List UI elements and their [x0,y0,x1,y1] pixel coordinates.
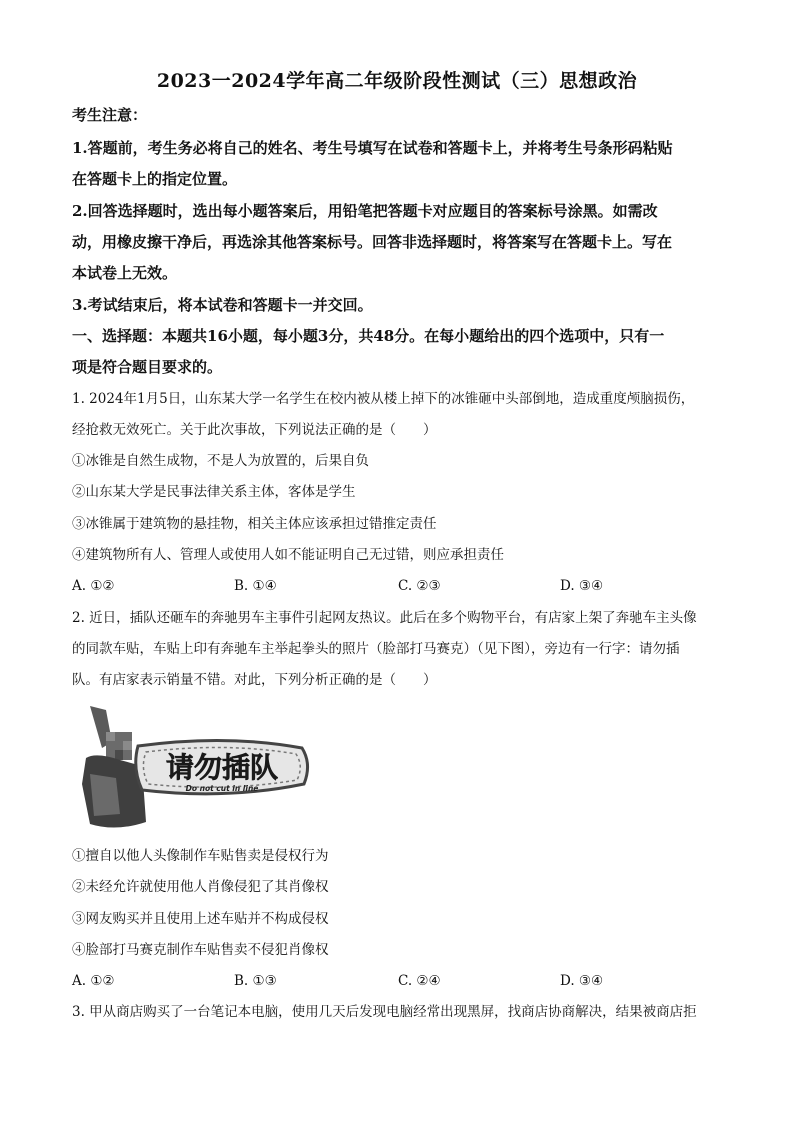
question-1-option-d[interactable]: D. ③④ [560,578,604,594]
section-heading-line-1: 一、选择题：本题共16小题，每小题3分，共48分。在每小题给出的四个选项中，只有一 [72,327,665,345]
question-1-statement-2: ②山东某大学是民事法律关系主体，客体是学生 [72,484,356,500]
question-1-statement-1: ①冰锥是自然生成物，不是人为放置的，后果自负 [72,453,369,469]
question-1-option-a[interactable]: A. ①② [72,578,115,594]
question-2-option-d[interactable]: D. ③④ [560,973,604,989]
notice-item-2-line-2: 动，用橡皮擦干净后，再选涂其他答案标号。回答非选择题时，将答案写在答题卡上。写在 [72,233,673,251]
car-sticker-image [76,704,316,834]
question-1-statement-4: ④建筑物所有人、管理人或使用人如不能证明自己无过错，则应承担责任 [72,547,504,563]
notice-item-1-line-2: 在答题卡上的指定位置。 [72,170,238,188]
question-2-stem-line-1: 2. 近日，插队还砸车的奔驰男车主事件引起网友热议。此后在多个购物平台，有店家上架了奔驰车主头像 [72,610,697,626]
question-2-option-a[interactable]: A. ①② [72,973,115,989]
question-2-statement-4: ④脸部打马赛克制作车贴售卖不侵犯肖像权 [72,942,329,958]
question-2-statement-3: ③网友购买并且使用上述车贴并不构成侵权 [72,911,329,927]
sticker-main-text: 请勿插队 [165,751,279,784]
question-1-stem-line-2: 经抢救无效死亡。关于此次事故，下列说法正确的是（ ） [72,422,437,438]
question-2-stem-line-2: 的同款车贴，车贴上印有奔驰车主举起拳头的照片（脸部打马赛克）（见下图），旁边有一行字：请勿插 [72,641,680,657]
notice-item-2-line-1: 2.回答选择题时，选出每小题答案后，用铅笔把答题卡对应题目的答案标号涂黑。如需改 [72,202,658,220]
question-3-stem-line-1: 3. 甲从商店购买了一台笔记本电脑，使用几天后发现电脑经常出现黑屏，找商店协商解决，结果被商店拒 [72,1004,697,1020]
notice-item-3: 3.考试结束后，将本试卷和答题卡一并交回。 [72,296,373,314]
question-2-option-c[interactable]: C. ②④ [398,973,441,989]
question-2-stem-line-3: 队。有店家表示销量不错。对此，下列分析正确的是（ ） [72,672,437,688]
question-2-statement-2: ②未经允许就使用他人肖像侵犯了其肖像权 [72,879,329,895]
question-2-statement-1: ①擅自以他人头像制作车贴售卖是侵权行为 [72,848,329,864]
question-1-option-b[interactable]: B. ①④ [234,578,277,594]
question-1-option-c[interactable]: C. ②③ [398,578,441,594]
car-sticker-figure [76,704,316,834]
question-1-statement-3: ③冰锥属于建筑物的悬挂物，相关主体应该承担过错推定责任 [72,516,437,532]
notice-heading: 考生注意： [72,106,148,124]
page-title: 2023一2024学年高二年级阶段性测试（三）思想政治 [156,70,638,92]
question-1-stem-line-1: 1. 2024年1月5日，山东某大学一名学生在校内被从楼上掉下的冰锥砸中头部倒地，造成重度颅脑损伤， [72,391,695,407]
section-heading-line-2: 项是符合题目要求的。 [72,358,223,376]
question-2-option-b[interactable]: B. ①③ [234,973,277,989]
notice-item-1-line-1: 1.答题前，考生务必将自己的姓名、考生号填写在试卷和答题卡上，并将考生号条形码粘贴 [72,139,673,157]
notice-item-2-line-3: 本试卷上无效。 [72,264,178,282]
sticker-sub-text: Do not cut in line [185,784,259,793]
